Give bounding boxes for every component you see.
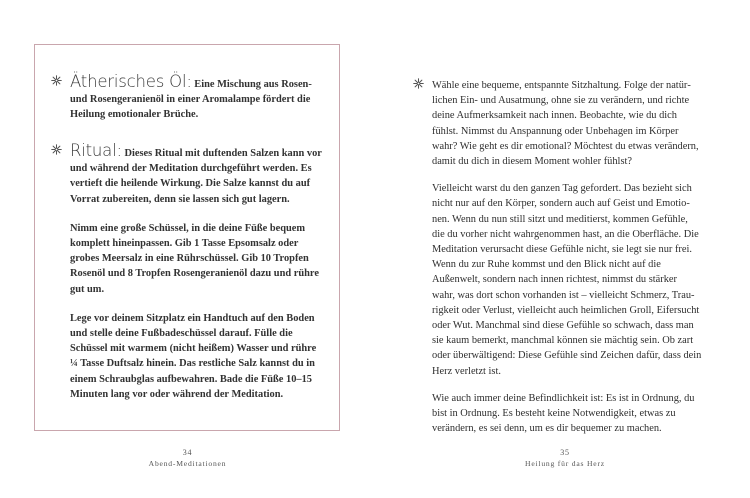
entry-ritual [70, 143, 322, 416]
body-paragraph: Vielleicht warst du den ganzen Tag gefordert. Das bezieht sich nicht nur auf den Körper, sondern auch auf Geist und Emotionen. Wenn du nun still sitzt und meditierst, kommen Gefühle, die du vorher nicht wahrgenommen hast, an die Oberfläche. Die Meditation verursacht diese Gefühle nicht, sie legt sie nur frei. Wenn du zur Ruhe kommst und den Blick nicht auf die Außenwelt, sondern nach innen richtest, nimmst du stärker wahr, was dort schon vorhanden ist – vielleicht Schmerz, Traurigkeit oder Verlust, vielleicht auch heimlichen Groll, Eifersucht oder Wut. Manchmal sind diese Gefühle so schwach, dass man sie kaum bemerkt, manchmal können sie mächtig sein. Ob zart oder überwältigend: Diese Gefühle sind Zeichen dafür, dass dein Herz verletzt ist. [432, 183, 702, 377]
entry-paragraph [70, 143, 322, 207]
entry-text: Dieses Ritual mit duftenden Salzen kann vor und während der Meditation durchgeführt werden. Es vertieft die heilende Wirkung. Die Salze kannst du auf Vorrat zubereiten, denn sie lassen sich gut lagern. [70, 148, 322, 205]
asterisk-flower-icon [51, 75, 62, 86]
page-number: 34 [182, 448, 193, 457]
right-page-text [432, 78, 702, 448]
left-folio [120, 448, 255, 468]
entry-essential-oil [70, 74, 322, 137]
asterisk-flower-icon [51, 144, 62, 155]
running-title: Abend-Meditationen [148, 459, 227, 468]
body-paragraph: Wie auch immer deine Befindlichkeit ist: Es ist in Ordnung, du bist in Ordnung. Es besteht keine Notwendigkeit, etwas zu verändern, es sei denn, um es dir bequemer zu machen. [432, 392, 695, 435]
body-paragraph: Wähle eine bequeme, entspannte Sitzhaltung. Folge der natürlichen Ein- und Ausatmung, ohne sie zu verändern, und richte deine Aufmerksamkeit nach innen. Beobachte, wie du dich fühlst. Nimmst du Anspannung oder Unbehagen im Körper wahr? Wie geht es dir emotional? Möchtest du etwas verändern, damit du dich in diesem Moment wohler fühlst? [432, 80, 699, 168]
right-folio [495, 448, 635, 468]
entry-heading: Ätherisches Öl: [70, 72, 192, 91]
entry-heading: Ritual: [70, 141, 122, 160]
entry-text: Eine Mischung aus Rosen- und Rosengeranienöl in einer Aromalampe fördert die Heilung emotionaler Brüche. [70, 79, 312, 121]
entry-paragraph [70, 74, 322, 123]
asterisk-flower-icon [413, 78, 424, 89]
ritual-paragraph: Nimm eine große Schüssel, in die deine Füße bequem komplett hineinpassen. Gib 1 Tasse Epsomsalz oder grobes Meersalz in eine Rührschüssel. Gib 10 Tropfen Rosenöl und 8 Tropfen Rosengeranienöl dazu und rühre gut um. [70, 222, 319, 295]
page-number: 35 [560, 448, 570, 457]
running-title: Heilung für das Herz [525, 459, 605, 468]
ritual-paragraph: Lege vor deinem Sitzplatz ein Handtuch auf den Boden und stelle deine Fußbadeschüssel darauf. Fülle die Schüssel mit warmem (nicht heißem) Wasser und rühre ¼ Tasse Duftsalz hinein. Das restliche Salz kannst du in einem Schraubglas aufbewahren. Bade die Füße 10–15 Minuten lang vor oder während der Meditation. [70, 312, 317, 400]
